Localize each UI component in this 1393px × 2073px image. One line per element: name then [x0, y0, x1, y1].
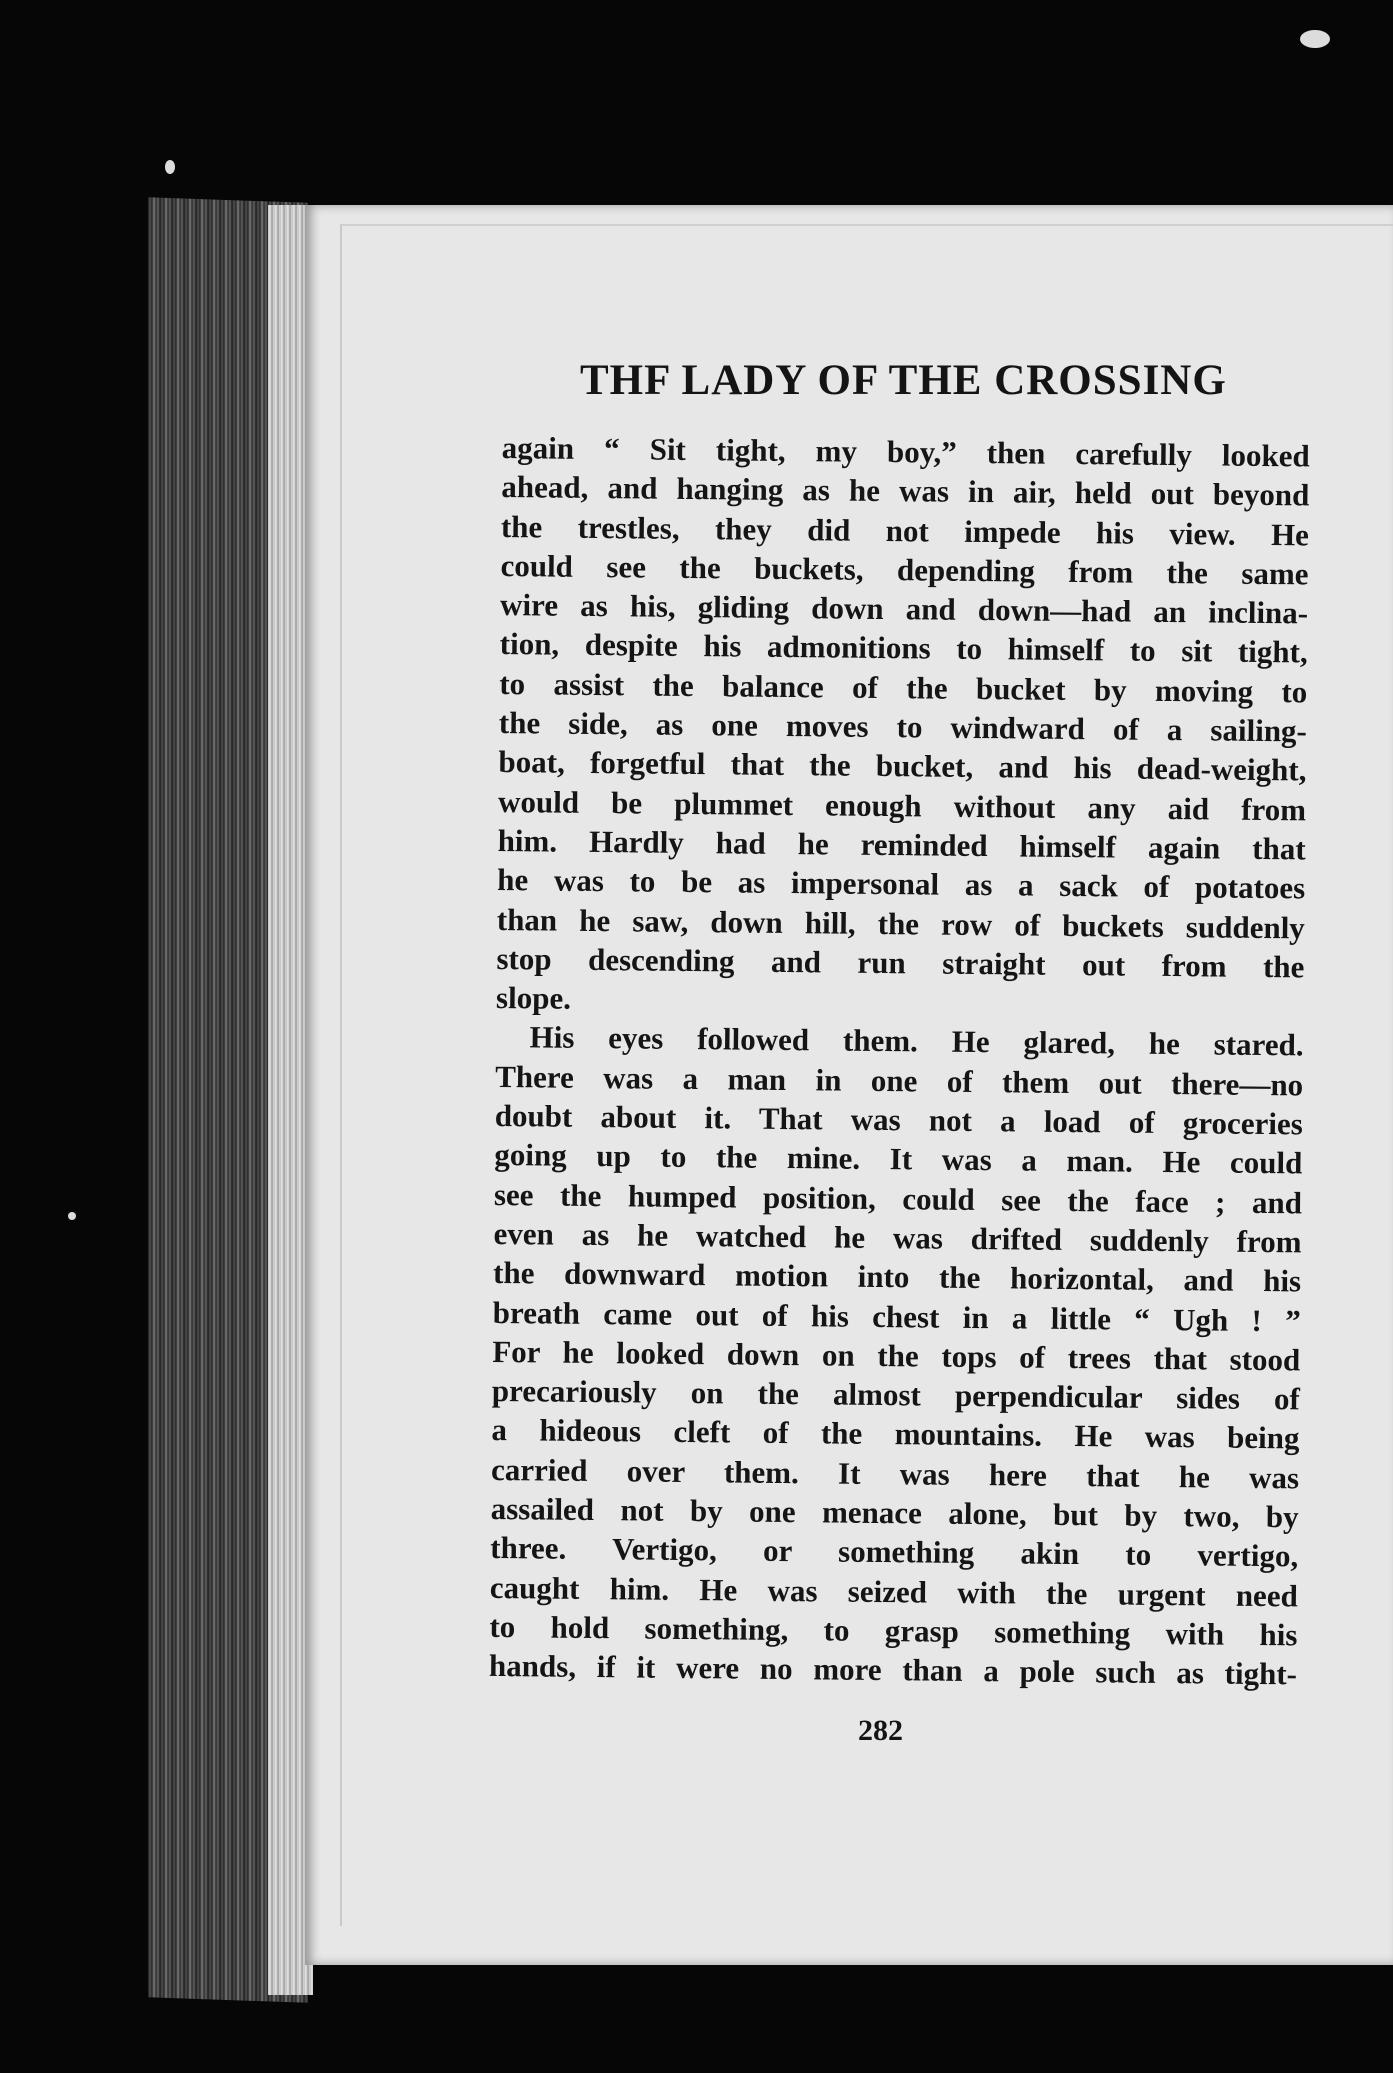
- text-line: a hideous cleft of the mountains. He was being: [491, 1412, 1300, 1456]
- text-line: see the humped position, could see the face ; and: [493, 1176, 1303, 1221]
- running-head: THF LADY OF THE CROSSING: [580, 357, 1227, 404]
- text-line: three. Vertigo, or something akin to vertigo,: [490, 1530, 1299, 1574]
- text-line: caught him. He was seized with the urgent need: [489, 1569, 1299, 1614]
- text-line: he was to be as impersonal as a sack of potatoes: [497, 862, 1306, 906]
- text-line: him. Hardly had he reminded himself again that: [497, 822, 1306, 867]
- text-line: assailed not by one menace alone, but by two, by: [490, 1490, 1299, 1535]
- text-line: stop descending and run straight out from the: [496, 940, 1305, 985]
- dust-speck: [165, 160, 175, 174]
- text-line: doubt about it. That was not a load of groceries: [494, 1098, 1303, 1142]
- page-number: 282: [858, 1714, 903, 1747]
- dust-speck: [68, 1212, 76, 1220]
- body-text: [489, 428, 1310, 1694]
- text-line: even as he watched he was drifted suddenly from: [493, 1215, 1302, 1260]
- text-line: ahead, and hanging as he was in air, held out beyond: [501, 469, 1310, 513]
- text-line: boat, forgetful that the bucket, and his dead-weight,: [498, 744, 1307, 788]
- text-line: to hold something, to grasp something with his: [489, 1608, 1298, 1653]
- text-line: breath came out of his chest in a little “ Ugh ! ”: [492, 1294, 1301, 1338]
- text-line: His eyes followed them. He glared, he stared.: [529, 1019, 1304, 1063]
- text-line: There was a man in one of them out there—no: [495, 1058, 1304, 1103]
- text-line: the downward motion into the horizontal, and his: [492, 1255, 1302, 1299]
- text-line: again “ Sit tight, my boy,” then carefully looked: [501, 429, 1310, 474]
- text-line: precariously on the almost perpendicular sides of: [491, 1373, 1301, 1417]
- text-line: would be plummet enough without any aid from: [497, 783, 1307, 828]
- text-line: wire as his, gliding down and down—had an inclina-: [499, 587, 1309, 631]
- text-line: to assist the balance of the bucket by moving to: [499, 665, 1308, 710]
- text-line: the side, as one moves to windward of a sailing-: [498, 705, 1308, 749]
- text-line: going up to the mine. It was a man. He could: [494, 1137, 1303, 1181]
- text-line: carried over them. It was here that he was: [490, 1451, 1300, 1496]
- text-line: could see the buckets, depending from the same: [500, 547, 1309, 592]
- text-line: slope.: [495, 980, 572, 1016]
- text-line: hands, if it were no more than a pole such as tight-: [488, 1648, 1298, 1692]
- text-line: tion, despite his admonitions to himself to sit tight,: [499, 626, 1308, 670]
- text-line: the trestles, they did not impede his view. He: [500, 508, 1310, 553]
- dust-speck: [1300, 30, 1330, 48]
- text-line: than he saw, down hill, the row of buckets suddenly: [496, 901, 1305, 945]
- text-line: For he looked down on the tops of trees that stood: [492, 1333, 1301, 1378]
